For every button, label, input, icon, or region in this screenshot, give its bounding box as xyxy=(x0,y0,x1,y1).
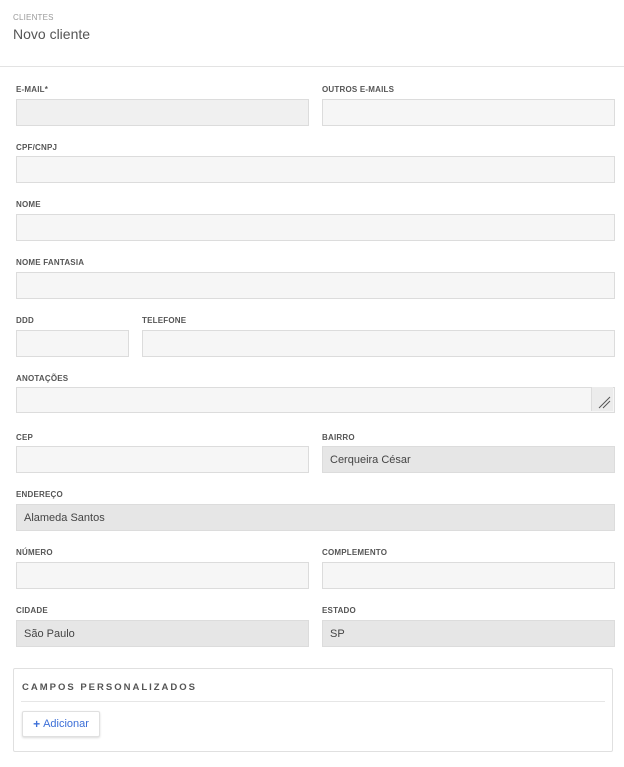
nome-label: NOME xyxy=(16,200,41,209)
cep-field[interactable] xyxy=(16,446,309,473)
email-label: E-MAIL* xyxy=(16,85,49,94)
cidade-field[interactable] xyxy=(16,620,309,647)
nome-field[interactable] xyxy=(16,214,615,241)
telefone-label: TELEFONE xyxy=(142,316,187,325)
plus-icon: + xyxy=(33,717,41,731)
bairro-field[interactable] xyxy=(322,446,615,473)
anotacoes-textarea[interactable] xyxy=(16,387,615,413)
custom-fields-divider xyxy=(21,701,605,702)
cpf-cnpj-label: CPF/CNPJ xyxy=(16,143,58,152)
custom-fields-panel xyxy=(13,668,613,752)
ddd-field[interactable] xyxy=(16,330,129,357)
add-button-label: Adicionar xyxy=(43,718,89,730)
custom-fields-title: CAMPOS PERSONALIZADOS xyxy=(22,682,198,693)
endereco-label: ENDEREÇO xyxy=(16,490,63,499)
cidade-label: CIDADE xyxy=(16,606,48,615)
page-title: Novo cliente xyxy=(13,26,91,42)
bairro-label: BAIRRO xyxy=(322,433,355,442)
outros-emails-field[interactable] xyxy=(322,99,615,126)
complemento-field[interactable] xyxy=(322,562,615,589)
complemento-label: COMPLEMENTO xyxy=(322,548,388,557)
resize-handle-icon[interactable] xyxy=(591,387,613,411)
anotacoes-label: ANOTAÇÕES xyxy=(16,374,69,383)
telefone-field[interactable] xyxy=(142,330,615,357)
outros-emails-label: OUTROS E-MAILS xyxy=(322,85,395,94)
estado-field[interactable] xyxy=(322,620,615,647)
numero-field[interactable] xyxy=(16,562,309,589)
numero-label: NÚMERO xyxy=(16,548,53,557)
estado-label: ESTADO xyxy=(322,606,356,615)
cpf-cnpj-field[interactable] xyxy=(16,156,615,183)
endereco-field[interactable] xyxy=(16,504,615,531)
ddd-label: DDD xyxy=(16,316,34,325)
nome-fantasia-field[interactable] xyxy=(16,272,615,299)
breadcrumb[interactable]: CLIENTES xyxy=(13,13,54,22)
add-custom-field-button[interactable] xyxy=(22,711,100,737)
email-field[interactable] xyxy=(16,99,309,126)
page-header xyxy=(0,0,624,67)
cep-label: CEP xyxy=(16,433,34,442)
nome-fantasia-label: NOME FANTASIA xyxy=(16,258,85,267)
